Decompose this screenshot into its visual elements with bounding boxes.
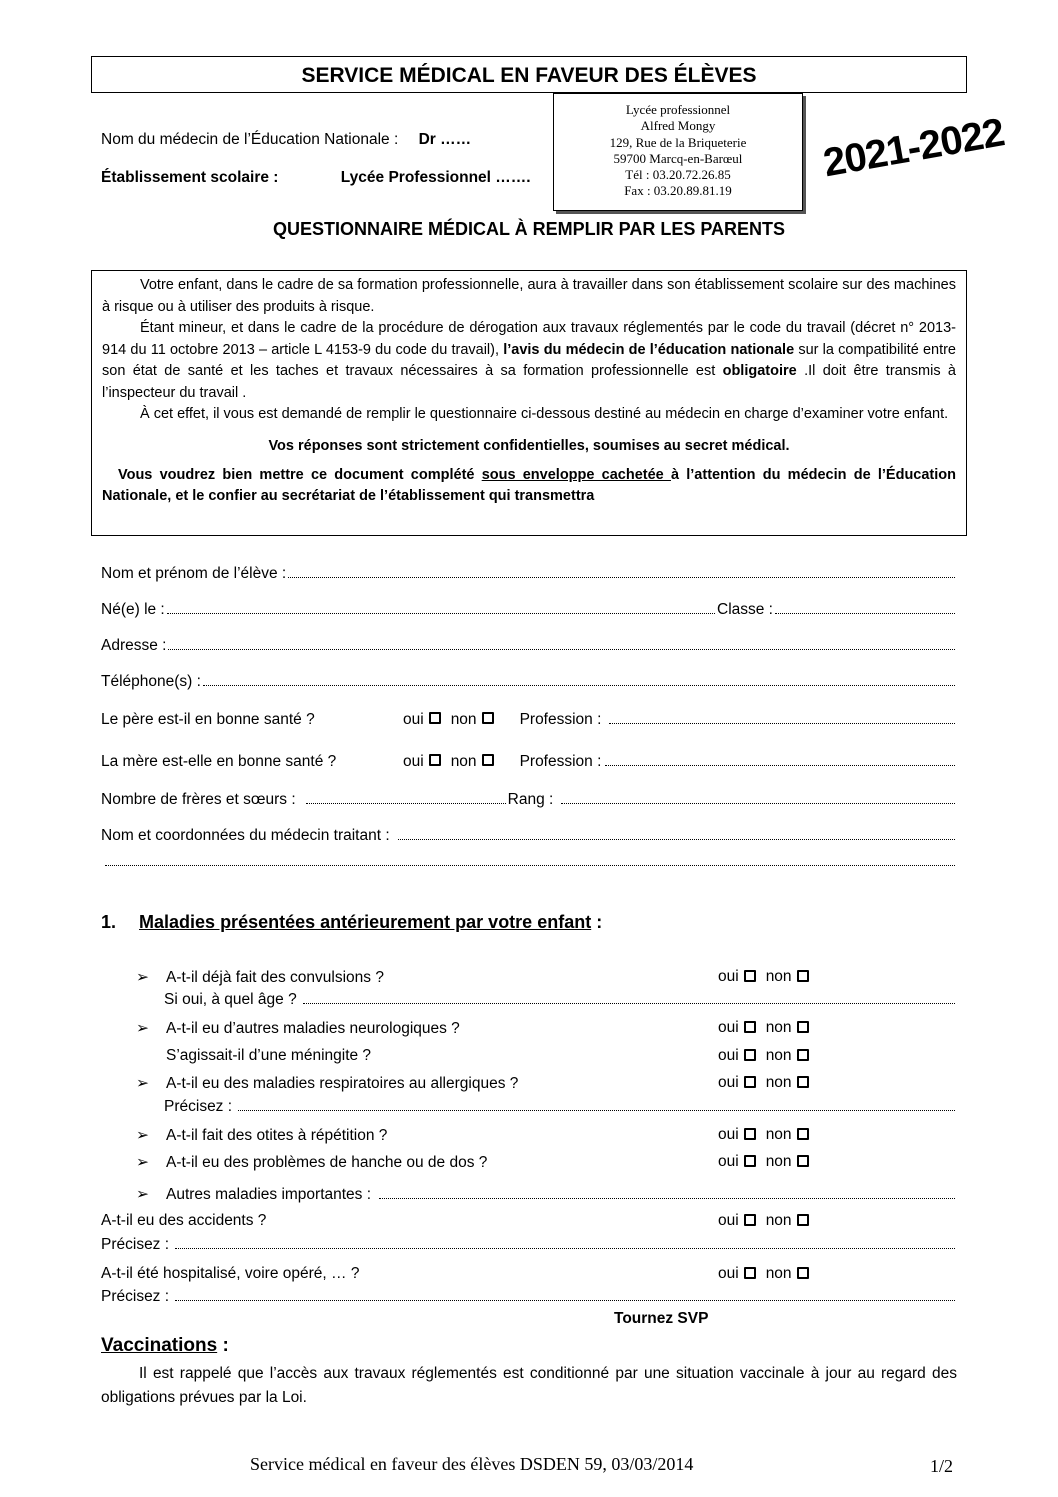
question-row: ➢ A-t-il eu des problèmes de hanche ou de dos ? oui non [136, 1153, 957, 1172]
field-label: Autres maladies importantes : [166, 1186, 372, 1203]
checkbox-icon[interactable] [482, 712, 494, 724]
checkbox-icon[interactable] [744, 1155, 756, 1167]
other-diseases-field[interactable] [136, 1185, 957, 1204]
checkbox-icon[interactable] [797, 1214, 809, 1226]
intro-p2: Étant mineur, et dans le cadre de la procédure de dérogation aux travaux réglementés par le code du travail (décret n° 2013-914 du 11 octobre 2013 – article L 4153-9 du code du travail), l’avis du médecin de l’éducation nationale sur la compatibilité entre son état de santé et les taches et travaux nécessaires à sa formation professionnelle est obligatoire .Il doit être transmis à l’inspecteur du travail . [102, 320, 956, 401]
checkbox-icon[interactable] [744, 1267, 756, 1279]
field-label: Nombre de frères et sœurs : [101, 791, 296, 808]
yes-no-choice: oui non [718, 1019, 809, 1037]
intro-p3: À cet effet, il vous est demandé de remplir le questionnaire ci-dessous destiné au médecin en charge d’examiner votre enfant. [140, 406, 949, 422]
question-row: ➢ A-t-il eu d’autres maladies neurologiques ? oui non [136, 1019, 957, 1038]
lycee-line: Alfred Mongy [640, 118, 716, 134]
checkbox-icon[interactable] [797, 1267, 809, 1279]
doctor-line [101, 131, 471, 149]
checkbox-icon[interactable] [429, 712, 441, 724]
field-label: Rang : [507, 791, 554, 808]
checkbox-icon[interactable] [797, 1128, 809, 1140]
lycee-line: Fax : 03.20.89.81.19 [624, 183, 732, 199]
question-row: ➢ A-t-il déjà fait des convulsions ? oui non [136, 968, 957, 987]
field-label: Profession : [519, 711, 602, 728]
checkbox-icon[interactable] [797, 1021, 809, 1033]
turn-page-note: Tournez SVP [614, 1310, 709, 1327]
checkbox-icon[interactable] [429, 754, 441, 766]
lycee-line: Lycée professionnel [625, 102, 731, 117]
lycee-line: 59700 Marcq-en-Barœul [613, 150, 743, 166]
siblings-field[interactable] [101, 791, 957, 809]
checkbox-icon[interactable] [744, 970, 756, 982]
question-row: S’agissait-il d’une méningite ? oui non [136, 1047, 957, 1065]
checkbox-icon[interactable] [482, 754, 494, 766]
section-1-heading: 1. Maladies présentées antérieurement par votre enfant : [101, 912, 603, 932]
birth-class-field[interactable] [101, 601, 957, 619]
yes-no-choice: oui non [718, 1074, 809, 1092]
lycee-line: Tél : 03.20.72.26.85 [625, 167, 731, 183]
yes-no-choice: oui non [718, 1153, 809, 1171]
field-label: Précisez : [101, 1288, 170, 1305]
arrow-bullet-icon: ➢ [136, 1020, 149, 1037]
mother-health-row: La mère est-elle en bonne santé ? oui non Profession : [101, 753, 957, 771]
yes-no-choice: oui non [718, 1126, 809, 1144]
field-label: Précisez : [164, 1098, 233, 1115]
field-label: Si oui, à quel âge ? [164, 991, 297, 1008]
confidential-note: Vos réponses sont strictement confidentielles, soumises au secret médical. [268, 437, 790, 454]
doctor-value: Dr …… [418, 131, 472, 148]
question-row: A-t-il eu des accidents ? oui non [101, 1212, 957, 1230]
school-value: Lycée Professionnel ……. [340, 169, 531, 186]
checkbox-icon[interactable] [744, 1021, 756, 1033]
address-field[interactable] [101, 637, 957, 655]
field-label: Nom et prénom de l’élève : [101, 565, 287, 582]
school-line [101, 169, 531, 187]
checkbox-icon[interactable] [744, 1049, 756, 1061]
field-label: Né(e) le : [101, 601, 165, 618]
checkbox-icon[interactable] [744, 1076, 756, 1088]
father-health-row: Le père est-il en bonne santé ? oui non Profession : [101, 711, 957, 729]
vaccinations-heading: Vaccinations : [101, 1335, 229, 1356]
checkbox-icon[interactable] [797, 1155, 809, 1167]
yes-no-choice: oui non [718, 968, 809, 986]
page-number: 1/2 [930, 1456, 954, 1476]
field-label: Profession : [519, 753, 602, 770]
lycee-line: 129, Rue de la Briqueterie [609, 134, 747, 150]
send-instructions: Vous voudrez bien mettre ce document complété sous enveloppe cachetée à l’attention du médecin de l’Éducation Nationale, et le confier au secrétariat de l’établissement qui transmettra [102, 467, 956, 504]
question-row: ➢ A-t-il eu des maladies respiratoires au allergiques ? oui non [136, 1074, 957, 1093]
doctor-label: Nom du médecin de l’Éducation Nationale : [101, 131, 399, 148]
field-label: Précisez : [101, 1236, 170, 1253]
convulsion-age-field[interactable] [164, 991, 957, 1009]
vaccinations-text: Il est rappelé que l’accès aux travaux réglementés est conditionné par une situation vaccinale à jour au regard des obligations prévues par la Loi. [101, 1365, 957, 1406]
treating-doctor-field-continued[interactable] [101, 864, 957, 866]
page-title: SERVICE MÉDICAL EN FAVEUR DES ÉLÈVES [91, 56, 967, 93]
student-name-field[interactable] [101, 565, 957, 583]
intro-p1: Votre enfant, dans le cadre de sa formation professionnelle, aura à travailler dans son établissement scolaire sur des machines à risque ou à utiliser des produits à risque. [102, 277, 956, 315]
arrow-bullet-icon: ➢ [136, 1186, 149, 1203]
checkbox-icon[interactable] [797, 1076, 809, 1088]
intro-box [91, 270, 967, 536]
field-label: Le père est-il en bonne santé ? [101, 711, 315, 728]
subtitle: QUESTIONNAIRE MÉDICAL À REMPLIR PAR LES PARENTS [272, 219, 786, 239]
school-label: Établissement scolaire : [101, 169, 279, 186]
field-label: Adresse : [101, 637, 167, 654]
checkbox-icon[interactable] [744, 1128, 756, 1140]
arrow-bullet-icon: ➢ [136, 1127, 149, 1144]
arrow-bullet-icon: ➢ [136, 1154, 149, 1171]
checkbox-icon[interactable] [797, 970, 809, 982]
yes-no-choice: oui non [718, 1047, 809, 1065]
school-year: 2021-2022 [820, 110, 1008, 186]
arrow-bullet-icon: ➢ [136, 969, 149, 986]
field-label: La mère est-elle en bonne santé ? [101, 753, 337, 770]
field-label: Nom et coordonnées du médecin traitant : [101, 827, 390, 844]
respiratory-details-field[interactable] [164, 1098, 957, 1116]
field-label: Téléphone(s) : [101, 673, 201, 690]
question-row: A-t-il été hospitalisé, voire opéré, … ? oui non [101, 1265, 957, 1283]
checkbox-icon[interactable] [744, 1214, 756, 1226]
hospital-details-field[interactable] [101, 1288, 957, 1306]
yes-no-choice: oui non [718, 1265, 809, 1283]
school-address-box [553, 93, 803, 211]
phone-field[interactable] [101, 673, 957, 691]
question-row: ➢ A-t-il fait des otites à répétition ? oui non [136, 1126, 957, 1145]
footer-text: Service médical en faveur des élèves DSDEN 59, 03/03/2014 [250, 1454, 694, 1474]
field-label: Classe : [717, 601, 773, 618]
accidents-details-field[interactable] [101, 1236, 957, 1254]
arrow-bullet-icon: ➢ [136, 1075, 149, 1092]
checkbox-icon[interactable] [797, 1049, 809, 1061]
yes-no-choice: oui non [718, 1212, 809, 1230]
treating-doctor-field[interactable] [101, 827, 957, 845]
